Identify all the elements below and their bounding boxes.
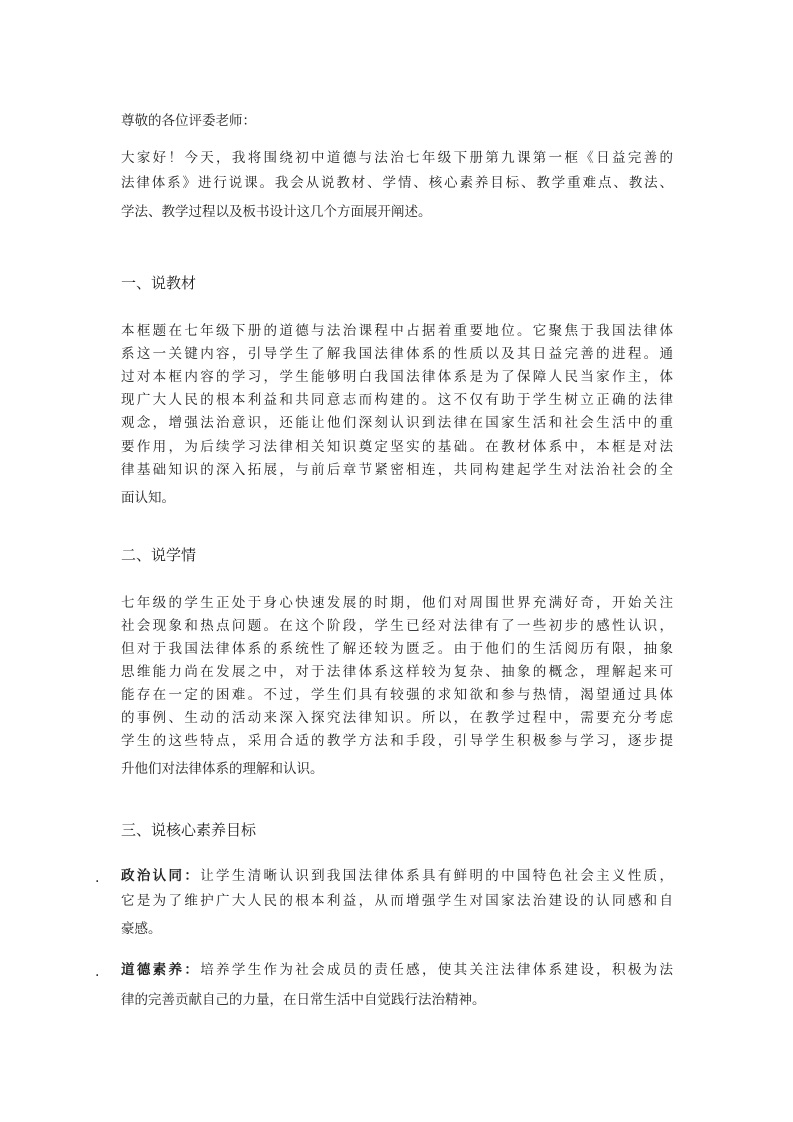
section-1-line: 系这一关键内容，引导学生了解我国法律体系的性质以及其日益完善的进程。通 bbox=[121, 346, 673, 362]
core-goal-term: 道德素养： bbox=[121, 962, 201, 978]
bullet-marker: . bbox=[95, 870, 100, 886]
section-1-heading: 一、说教材 bbox=[121, 274, 197, 292]
core-goal-text: 让学生清晰认识到我国法律体系具有鲜明的中国特色社会主义性质， bbox=[200, 868, 674, 884]
core-goal-term: 政治认同： bbox=[121, 868, 201, 884]
section-2-line: 七年级的学生正处于身心快速发展的时期，他们对周围世界充满好奇，开始关注 bbox=[121, 595, 673, 611]
greeting: 尊敬的各位评委老师： bbox=[121, 113, 256, 129]
section-2-line: 思维能力尚在发展之中，对于法律体系这样较为复杂、抽象的概念，理解起来可 bbox=[121, 664, 673, 680]
core-goal-text: 豪感。 bbox=[121, 921, 162, 937]
section-1-line: 要作用，为后续学习法律相关知识奠定坚实的基础。在教材体系中，本框是对法 bbox=[121, 439, 673, 455]
section-1-line: 律基础知识的深入拓展，与前后章节紧密相连，共同构建起学生对法治社会的全 bbox=[121, 462, 673, 478]
core-goal-political bbox=[121, 866, 673, 886]
section-1-line: 过对本框内容的学习，学生能够明白我国法律体系是为了保障人民当家作主，体 bbox=[121, 369, 673, 385]
core-goal-text: 律的完善贡献自己的力量，在日常生活中自觉践行法治精神。 bbox=[121, 992, 486, 1008]
section-2-line: 但对于我国法律体系的系统性了解还较为匮乏。由于他们的生活阅历有限，抽象 bbox=[121, 641, 673, 657]
core-goal-text: 它是为了维护广大人民的根本利益，从而增强学生对国家法治建设的认同感和自 bbox=[121, 893, 673, 909]
section-3-heading: 三、说核心素养目标 bbox=[121, 821, 257, 839]
section-1-line: 观念，增强法治意识，还能让他们深刻认识到法律在国家生活和社会生活中的重 bbox=[121, 415, 673, 431]
section-2-line: 能存在一定的困难。不过，学生们具有较强的求知欲和参与热情，渴望通过具体 bbox=[121, 687, 673, 703]
section-1-line: 本框题在七年级下册的道德与法治课程中占据着重要地位。它聚焦于我国法律体 bbox=[121, 323, 673, 339]
intro-line-3: 学法、教学过程以及板书设计这几个方面展开阐述。 bbox=[121, 204, 432, 220]
bullet-marker: . bbox=[95, 964, 100, 980]
section-2-line: 的事例、生动的活动来深入探究法律知识。所以，在教学过程中，需要充分考虑 bbox=[121, 710, 673, 726]
section-2-heading: 二、说学情 bbox=[121, 546, 197, 564]
section-1-line: 现广大人民的根本利益和共同意志而构建的。这不仅有助于学生树立正确的法律 bbox=[121, 392, 673, 408]
core-goal-text: 培养学生作为社会成员的责任感，使其关注法律体系建设，积极为法 bbox=[200, 962, 674, 978]
core-goal-moral bbox=[121, 960, 673, 980]
intro-line-2: 法律体系》进行说课。我会从说教材、学情、核心素养目标、教学重难点、教法、 bbox=[121, 175, 673, 191]
section-2-line: 社会现象和热点问题。在这个阶段，学生已经对法律有了一些初步的感性认识， bbox=[121, 618, 673, 634]
section-2-line: 升他们对法律体系的理解和认识。 bbox=[121, 761, 324, 777]
section-1-line: 面认知。 bbox=[121, 490, 175, 506]
intro-line-1: 大家好！今天，我将围绕初中道德与法治七年级下册第九课第一框《日益完善的 bbox=[121, 150, 673, 166]
section-2-line: 学生的这些特点，采用合适的教学方法和手段，引导学生积极参与学习，逐步提 bbox=[121, 733, 673, 749]
